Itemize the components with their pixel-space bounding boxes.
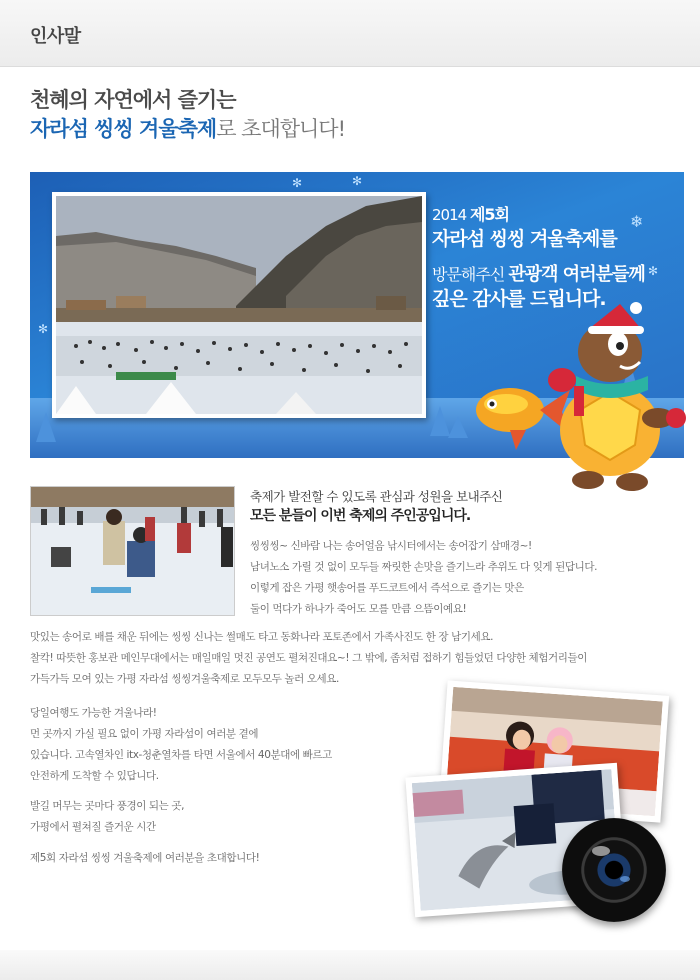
paragraph-line: 씽씽씽~ 신바람 나는 송어얼음 낚시터에서는 송어잡기 삼매경~! xyxy=(250,540,532,552)
paragraph-line: 남녀노소 가릴 것 없이 모두들 짜릿한 손맛을 즐기느라 추위도 다 잊게 된답니다. xyxy=(250,561,598,573)
page-title: 인사말 xyxy=(30,26,81,47)
paragraph-line: 안전하게 도착할 수 있답니다. xyxy=(30,770,159,782)
banner-edition-number: 제5회 xyxy=(469,205,510,224)
headline-line-2 xyxy=(30,115,345,144)
mascot-turtle-fish xyxy=(470,300,690,500)
paragraph-line: 이렇게 잡은 가평 햇송어를 푸드코트에서 즉석으로 즐기는 맛은 xyxy=(250,582,524,594)
paragraph-line: 맛있는 송어로 배를 채운 뒤에는 씽씽 신나는 썰매도 타고 동화나라 포토존에서 가족사진도 한 장 남기세요. xyxy=(30,631,494,643)
paragraph-line: 당일여행도 가능한 겨울나라! xyxy=(30,707,157,719)
paragraph-line: 찰칵! 따뜻한 홍보관 메인무대에서는 매일매일 멋진 공연도 펼쳐진대요~! 그 밖에, 좀처럼 접하기 힘들었던 다양한 체험거리들이 xyxy=(30,652,587,664)
paragraph-fishing xyxy=(250,536,597,620)
section-lead-1: 축제가 발전할 수 있도록 관심과 성원을 보내주신 xyxy=(250,489,503,504)
paragraph-line: 둘이 먹다가 하나가 죽어도 모를 만큼 으뜸이예요! xyxy=(250,603,467,615)
ice-fishing-photo xyxy=(30,486,235,616)
banner-visitors xyxy=(432,260,645,286)
tree-icon xyxy=(448,416,468,438)
banner-year: 2014 xyxy=(432,206,467,224)
paragraph-access xyxy=(30,703,332,787)
snowflake-icon: ✻ xyxy=(292,176,303,190)
festival-photo xyxy=(52,192,426,418)
camera-lens-icon xyxy=(562,818,666,922)
snowflake-icon: ❄ xyxy=(630,212,644,231)
paragraph-line: 가평에서 펼쳐질 즐거운 시간 xyxy=(30,821,156,833)
banner-festival-name: 자라섬 씽씽 겨울축제를 xyxy=(432,228,617,250)
section-lead-2: 모든 분들이 이번 축제의 주인공입니다. xyxy=(250,508,471,524)
headline-festival-name: 자라섬 씽씽 겨울축제 xyxy=(30,117,217,141)
paragraph-line: 있습니다. 고속열차인 itx-청춘열차를 타면 서울에서 40분대에 빠르고 xyxy=(30,749,332,761)
headline-invite: 로 초대합니다! xyxy=(216,117,346,141)
footer-bar xyxy=(0,950,700,980)
paragraph-activities xyxy=(30,627,587,690)
banner-thanks: 깊은 감사를 드립니다. xyxy=(432,288,606,310)
banner-visitors-pre: 방문해주신 xyxy=(432,265,505,284)
banner-edition xyxy=(432,202,509,225)
paragraph-scenery xyxy=(30,796,184,838)
title-bar xyxy=(0,0,700,67)
paragraph-line: 가득가득 모여 있는 가평 자라섬 씽씽겨울축제로 모두모두 놀러 오세요. xyxy=(30,673,339,685)
banner-visitors-bold: 관광객 여러분들께 xyxy=(508,264,645,285)
snowflake-icon: ✻ xyxy=(648,264,659,278)
snowflake-icon: ✻ xyxy=(352,174,363,188)
headline xyxy=(30,86,345,144)
tree-icon xyxy=(430,406,450,436)
headline-line-1: 천혜의 자연에서 즐기는 xyxy=(30,88,236,112)
paragraph-line: 발길 머무는 곳마다 풍경이 되는 곳, xyxy=(30,800,185,812)
snowflake-icon: ✻ xyxy=(38,322,49,336)
paragraph-invitation xyxy=(30,848,259,869)
paragraph-line: 먼 곳까지 가실 필요 없이 가평 자라섬이 여러분 곁에 xyxy=(30,728,259,740)
paragraph-line: 제5회 자라섬 씽씽 겨울축제에 여러분을 초대합니다! xyxy=(30,852,260,864)
